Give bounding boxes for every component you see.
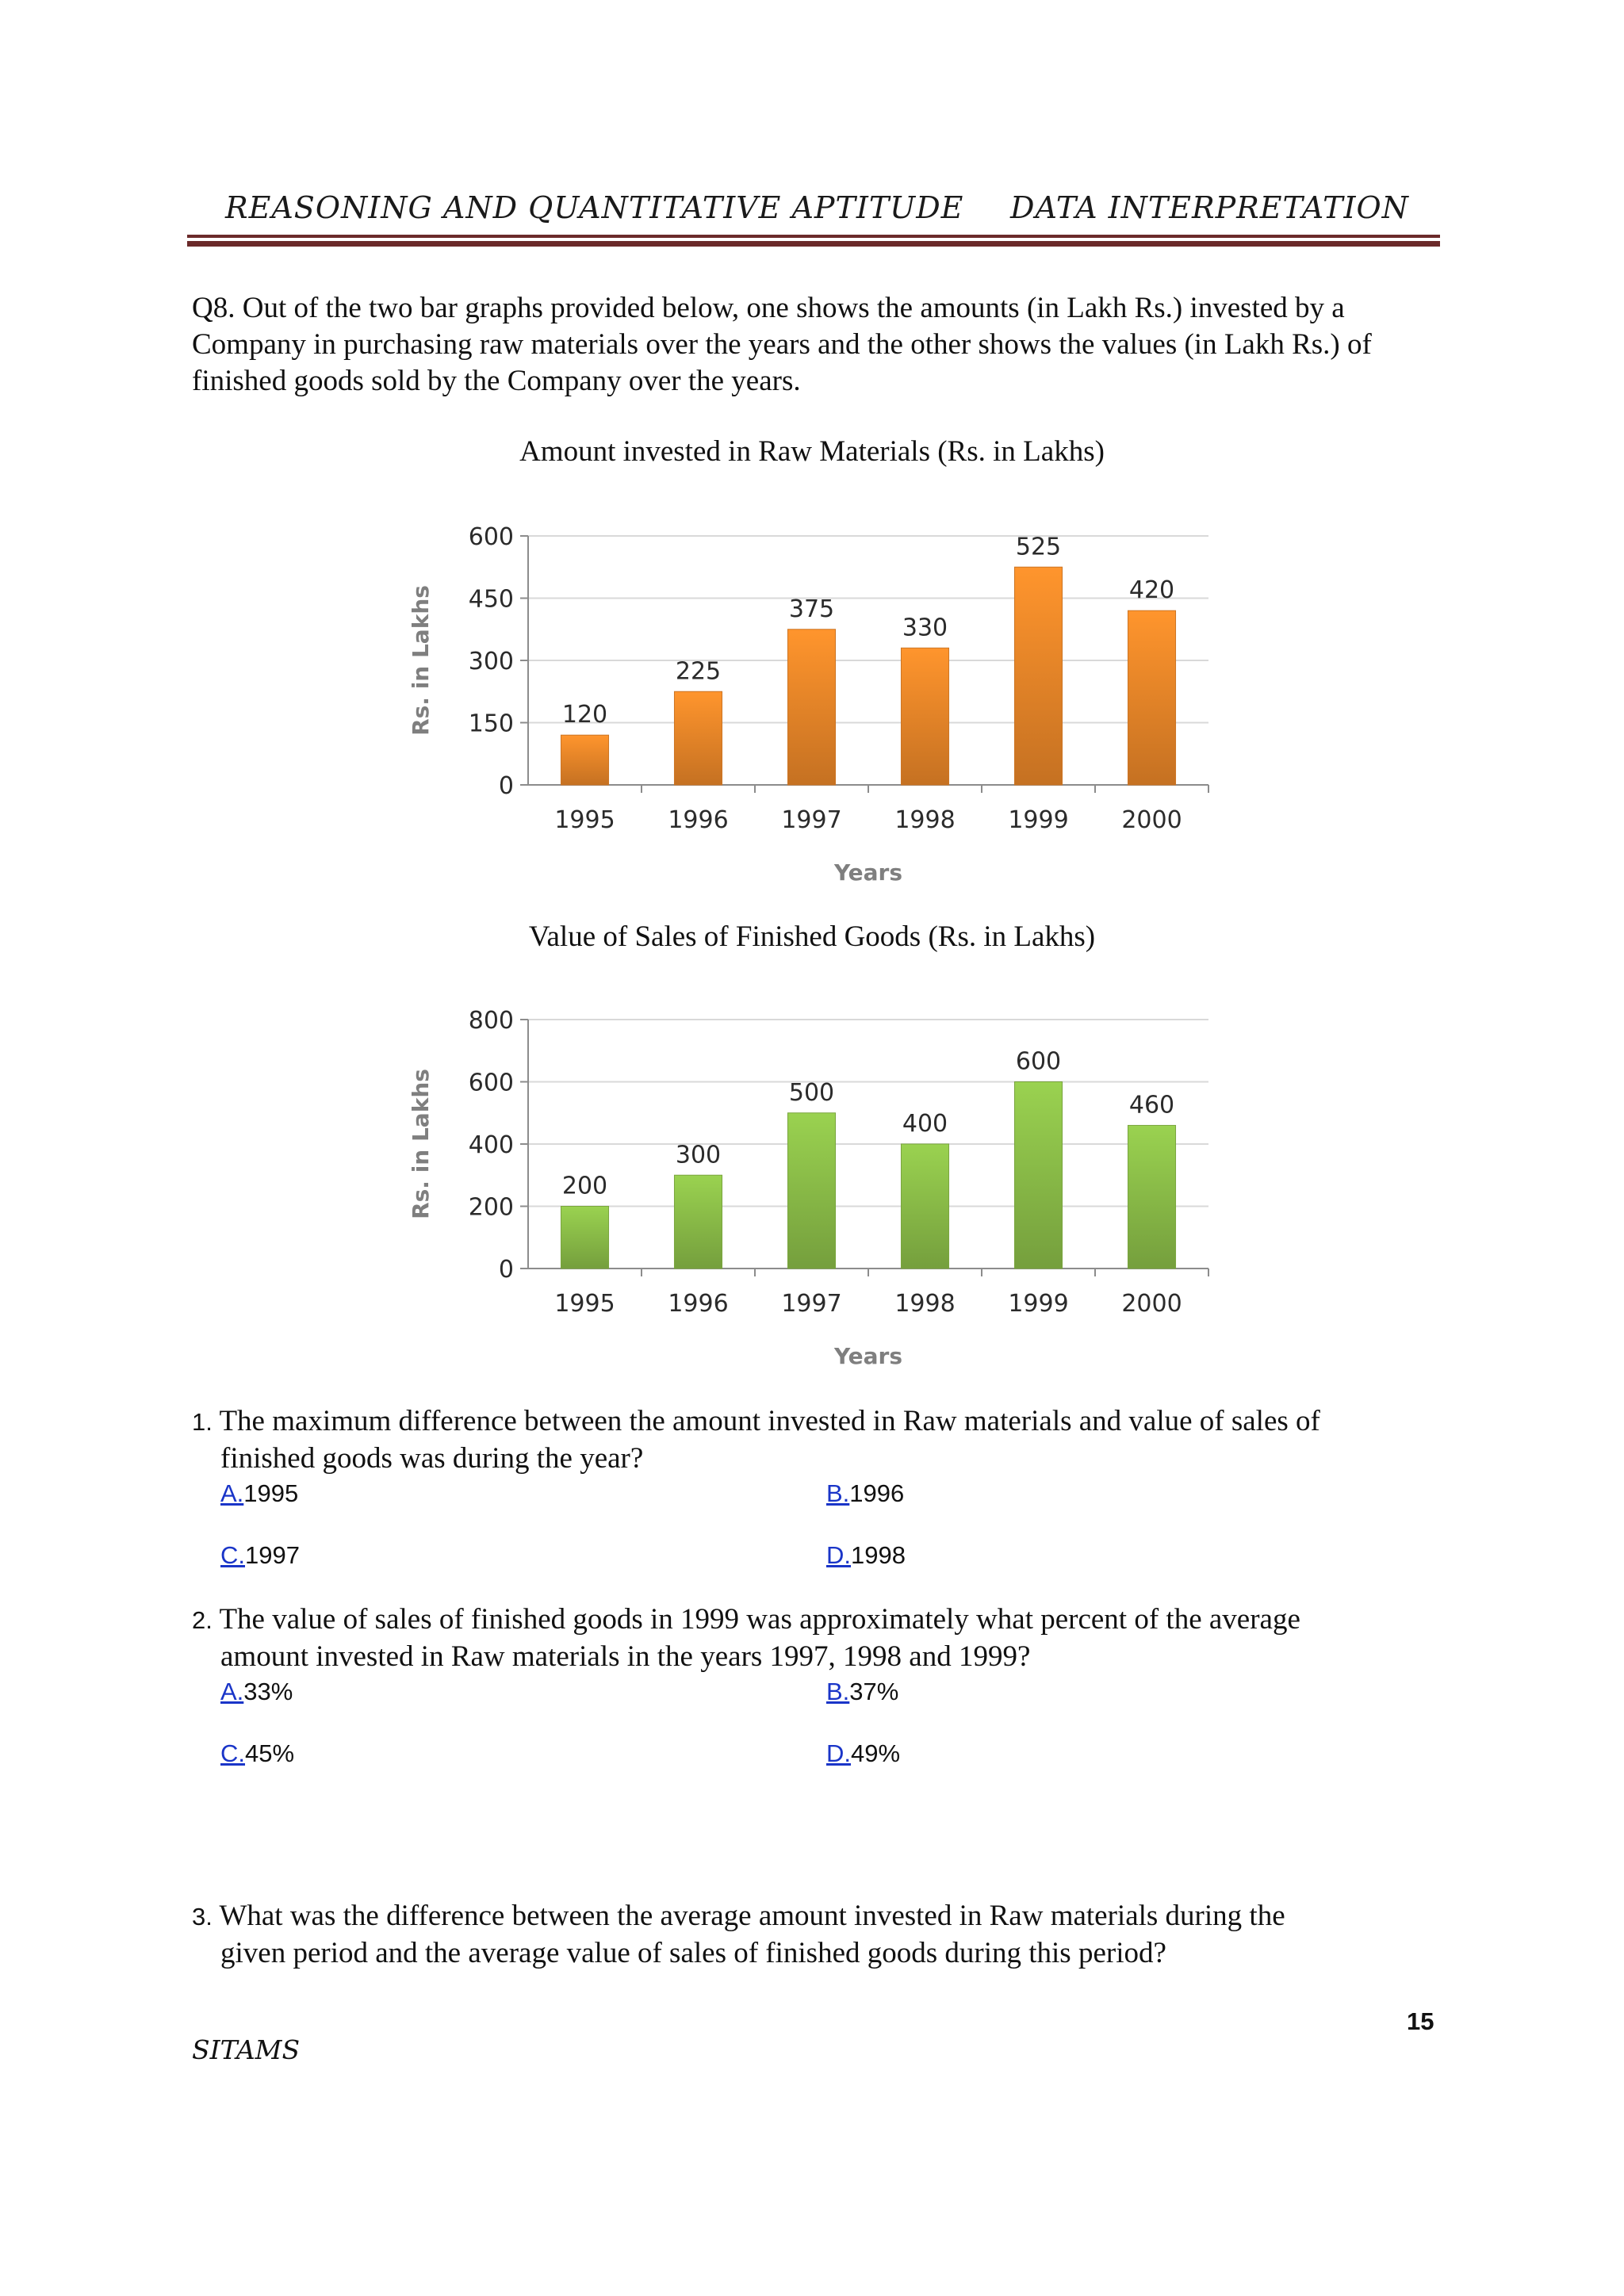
q2-option-d[interactable] [826, 1739, 900, 1768]
q1-option-c-key[interactable]: C. [220, 1541, 245, 1569]
question-3-number: 3. [192, 1903, 213, 1931]
bar-2000 [1128, 610, 1175, 785]
y-tick-label: 600 [468, 1069, 514, 1097]
bar-1997 [787, 629, 835, 785]
x-tick-label-1999: 1999 [1008, 1290, 1069, 1318]
q2-option-a[interactable] [220, 1678, 293, 1706]
bar-2000 [1128, 1125, 1175, 1269]
question-3 [192, 1898, 1285, 1972]
q1-option-d-value: 1998 [851, 1541, 906, 1569]
q2-option-c[interactable] [220, 1739, 294, 1768]
question-2-line1: The value of sales of finished goods in 1999 was approximately what percent of the average [219, 1603, 1300, 1636]
y-axis-title: Rs. in Lakhs [408, 585, 434, 736]
question-1-line2: finished goods was during the year? [220, 1442, 644, 1475]
x-tick-label-1995: 1995 [554, 1290, 615, 1318]
y-tick-label: 200 [468, 1193, 514, 1222]
data-label-1997: 375 [788, 595, 835, 623]
q2-option-a-key[interactable]: A. [220, 1678, 244, 1705]
question-3-line1: What was the difference between the average amount invested in Raw materials during the [219, 1900, 1285, 1932]
q2-option-d-value: 49% [851, 1739, 901, 1767]
x-tick-label-2000: 2000 [1121, 1290, 1182, 1318]
x-axis-title: Years [833, 859, 903, 886]
question-intro: Q8. Out of the two bar graphs provided below, one shows the amounts (in Lakh Rs.) invested by a Company in purchasing raw materials over the years and the other shows the values (in Lakh Rs.) of finished goods sold by the Company over the years. [192, 292, 1372, 397]
q2-option-b[interactable] [826, 1678, 898, 1706]
x-tick-label-1998: 1998 [894, 1290, 956, 1318]
chart2-title: Value of Sales of Finished Goods (Rs. in Lakhs) [528, 920, 1096, 953]
bar-1996 [674, 691, 722, 785]
y-tick-label: 450 [468, 585, 514, 614]
bar-1998 [901, 648, 948, 785]
question-2 [192, 1601, 1300, 1675]
q2-option-b-value: 37% [849, 1678, 899, 1705]
x-tick-label-1996: 1996 [668, 1290, 729, 1318]
question-1 [192, 1403, 1320, 1477]
y-tick-label: 150 [468, 710, 514, 738]
q2-option-b-key[interactable]: B. [826, 1678, 850, 1705]
q2-option-a-value: 33% [243, 1678, 293, 1705]
bar-1996 [674, 1175, 722, 1269]
y-tick-label: 0 [498, 772, 514, 800]
data-label-1995: 200 [561, 1172, 608, 1200]
q1-option-a-key[interactable]: A. [220, 1479, 244, 1507]
q1-option-b-key[interactable]: B. [826, 1479, 850, 1507]
q1-option-a[interactable] [220, 1479, 298, 1508]
data-label-1998: 330 [902, 614, 948, 642]
bar-1995 [561, 735, 608, 785]
question-2-line2: amount invested in Raw materials in the years 1997, 1998 and 1999? [220, 1640, 1031, 1673]
data-label-1996: 300 [675, 1141, 722, 1169]
data-label-1997: 500 [788, 1078, 835, 1107]
data-label-1998: 400 [902, 1110, 948, 1138]
finished-goods-chart [396, 991, 1253, 1372]
y-axis-title: Rs. in Lakhs [408, 1069, 434, 1219]
header-left: REASONING AND QUANTITATIVE APTITUDE [225, 190, 964, 225]
y-tick-label: 300 [468, 648, 514, 675]
x-tick-label-1995: 1995 [554, 806, 615, 834]
bar-1995 [561, 1207, 608, 1269]
raw-materials-chart [396, 507, 1253, 888]
q1-option-b[interactable] [826, 1479, 904, 1508]
header-rule-thin [187, 235, 1440, 238]
question-3-line2: given period and the average value of sales of finished goods during this period? [220, 1937, 1166, 1969]
q2-option-c-value: 45% [245, 1739, 295, 1767]
x-tick-label-1996: 1996 [668, 806, 729, 834]
data-label-1999: 525 [1015, 533, 1062, 561]
q1-option-c[interactable] [220, 1541, 300, 1570]
question-1-line1: The maximum difference between the amount invested in Raw materials and value of sales of [219, 1405, 1320, 1437]
q2-option-c-key[interactable]: C. [220, 1739, 245, 1767]
q1-option-d-key[interactable]: D. [826, 1541, 851, 1569]
y-tick-label: 800 [468, 1007, 514, 1035]
x-tick-label-1999: 1999 [1008, 806, 1069, 834]
q1-option-b-value: 1996 [849, 1479, 905, 1507]
bar-1999 [1014, 567, 1062, 785]
data-label-1996: 225 [675, 657, 722, 686]
x-tick-label-2000: 2000 [1121, 806, 1182, 834]
data-label-1995: 120 [561, 701, 608, 729]
x-tick-label-1997: 1997 [781, 806, 842, 834]
x-tick-label-1998: 1998 [894, 806, 956, 834]
header-rule-thick [187, 241, 1440, 247]
footer-text: SITAMS [192, 2034, 301, 2065]
question-2-number: 2. [192, 1606, 213, 1634]
bar-1998 [901, 1144, 948, 1269]
header-right: DATA INTERPRETATION [1010, 190, 1409, 225]
page-number: 15 [1407, 2007, 1434, 2035]
chart1-title: Amount invested in Raw Materials (Rs. in Lakhs) [519, 435, 1105, 468]
x-tick-label-1997: 1997 [781, 1290, 842, 1318]
q1-option-c-value: 1997 [245, 1541, 300, 1569]
q1-option-a-value: 1995 [243, 1479, 299, 1507]
y-tick-label: 600 [468, 523, 514, 551]
question-1-number: 1. [192, 1408, 213, 1436]
bar-1997 [787, 1113, 835, 1269]
y-tick-label: 400 [468, 1131, 514, 1159]
q2-option-d-key[interactable]: D. [826, 1739, 851, 1767]
data-label-2000: 420 [1128, 576, 1175, 605]
data-label-2000: 460 [1128, 1091, 1175, 1119]
x-axis-title: Years [833, 1343, 903, 1369]
bar-1999 [1014, 1082, 1062, 1269]
y-tick-label: 0 [498, 1256, 514, 1284]
page-header [187, 184, 1440, 232]
q1-option-d[interactable] [826, 1541, 906, 1570]
data-label-1999: 600 [1015, 1047, 1062, 1076]
